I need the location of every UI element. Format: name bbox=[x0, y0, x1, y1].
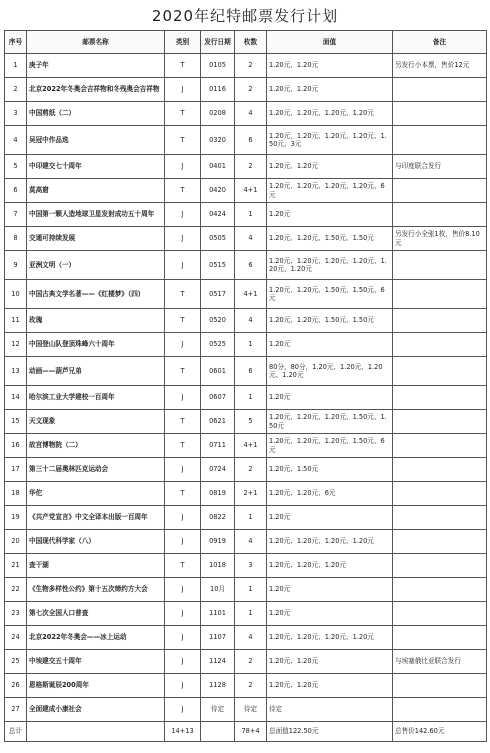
cell-count: 4 bbox=[235, 530, 267, 554]
cell-category: J bbox=[165, 333, 201, 357]
table-row bbox=[5, 458, 487, 482]
total-count: 78+4 bbox=[235, 722, 267, 742]
cell-face-value: 1.20元、1.20元、1.20元 bbox=[267, 554, 393, 578]
cell-note bbox=[393, 386, 487, 410]
table-row bbox=[5, 482, 487, 506]
cell-category: T bbox=[165, 434, 201, 458]
cell-face-value: 1.20元 bbox=[267, 578, 393, 602]
cell-note bbox=[393, 482, 487, 506]
cell-note bbox=[393, 530, 487, 554]
cell-face-value: 1.20元、1.20元、1.50元、1.50元 bbox=[267, 309, 393, 333]
total-category: 14+13 bbox=[165, 722, 201, 742]
table-row bbox=[5, 434, 487, 458]
cell-date: 0607 bbox=[201, 386, 235, 410]
cell-face-value: 1.20元、1.20元、1.50元、1.50元、6元 bbox=[267, 280, 393, 309]
cell-note bbox=[393, 578, 487, 602]
cell-category: T bbox=[165, 309, 201, 333]
cell-face-value: 80分，80分，1.20元、1.20元、1.20元、1.20元 bbox=[267, 357, 393, 386]
cell-stamp-name: 北京2022年冬奥会吉祥物和冬残奥会吉祥物 bbox=[27, 78, 165, 102]
cell-category: J bbox=[165, 506, 201, 530]
header-date: 发行日期 bbox=[201, 31, 235, 54]
table-row bbox=[5, 626, 487, 650]
cell-no: 14 bbox=[5, 386, 27, 410]
cell-count: 待定 bbox=[235, 698, 267, 722]
cell-no: 20 bbox=[5, 530, 27, 554]
cell-stamp-name: 全面建成小康社会 bbox=[27, 698, 165, 722]
cell-category: J bbox=[165, 602, 201, 626]
cell-stamp-name: 《生物多样性公约》第十五次缔约方大会 bbox=[27, 578, 165, 602]
cell-stamp-name: 莫高窟 bbox=[27, 179, 165, 203]
cell-date: 0919 bbox=[201, 530, 235, 554]
cell-face-value: 1.20元、1.20元、1.20元、1.20元、6元 bbox=[267, 179, 393, 203]
cell-category: J bbox=[165, 698, 201, 722]
cell-count: 2 bbox=[235, 54, 267, 78]
cell-note bbox=[393, 309, 487, 333]
cell-category: T bbox=[165, 126, 201, 155]
table-row bbox=[5, 78, 487, 102]
cell-count: 6 bbox=[235, 357, 267, 386]
table-row bbox=[5, 386, 487, 410]
cell-count: 3 bbox=[235, 554, 267, 578]
cell-stamp-name: 华佗 bbox=[27, 482, 165, 506]
cell-stamp-name: 恩格斯诞辰200周年 bbox=[27, 674, 165, 698]
cell-face-value: 1.20元、1.20元 bbox=[267, 78, 393, 102]
cell-face-value: 1.20元、1.50元 bbox=[267, 458, 393, 482]
cell-count: 1 bbox=[235, 386, 267, 410]
table-row bbox=[5, 155, 487, 179]
cell-note: 与埃塞俄比亚联合发行 bbox=[393, 650, 487, 674]
cell-count: 6 bbox=[235, 251, 267, 280]
cell-category: J bbox=[165, 578, 201, 602]
cell-date: 1107 bbox=[201, 626, 235, 650]
cell-note: 另发行小本票，售价12元 bbox=[393, 54, 487, 78]
cell-no: 16 bbox=[5, 434, 27, 458]
cell-category: J bbox=[165, 78, 201, 102]
cell-count: 1 bbox=[235, 506, 267, 530]
cell-no: 23 bbox=[5, 602, 27, 626]
table-row bbox=[5, 650, 487, 674]
cell-category: T bbox=[165, 102, 201, 126]
cell-note bbox=[393, 251, 487, 280]
cell-date: 0520 bbox=[201, 309, 235, 333]
cell-date: 0517 bbox=[201, 280, 235, 309]
cell-category: J bbox=[165, 386, 201, 410]
cell-count: 2 bbox=[235, 155, 267, 179]
cell-date: 0621 bbox=[201, 410, 235, 434]
table-row bbox=[5, 251, 487, 280]
page-title: 2020年纪特邮票发行计划 bbox=[151, 7, 339, 25]
cell-date: 0401 bbox=[201, 155, 235, 179]
cell-date: 0420 bbox=[201, 179, 235, 203]
cell-date: 0515 bbox=[201, 251, 235, 280]
table-row bbox=[5, 506, 487, 530]
cell-count: 6 bbox=[235, 126, 267, 155]
cell-no: 19 bbox=[5, 506, 27, 530]
cell-category: J bbox=[165, 650, 201, 674]
cell-date: 0601 bbox=[201, 357, 235, 386]
cell-count: 4+1 bbox=[235, 434, 267, 458]
table-row bbox=[5, 530, 487, 554]
cell-face-value: 1.20元、1.20元、1.20元、1.20元 bbox=[267, 102, 393, 126]
cell-note bbox=[393, 280, 487, 309]
table-row bbox=[5, 333, 487, 357]
total-note: 总售价142.60元 bbox=[393, 722, 487, 742]
total-row bbox=[5, 722, 487, 742]
table-row bbox=[5, 698, 487, 722]
cell-stamp-name: 北京2022年冬奥会——冰上运动 bbox=[27, 626, 165, 650]
table-row bbox=[5, 554, 487, 578]
cell-date: 10月 bbox=[201, 578, 235, 602]
cell-no: 12 bbox=[5, 333, 27, 357]
table-row bbox=[5, 309, 487, 333]
cell-date: 0105 bbox=[201, 54, 235, 78]
cell-no: 6 bbox=[5, 179, 27, 203]
cell-date: 0711 bbox=[201, 434, 235, 458]
cell-stamp-name: 亚洲文明（一） bbox=[27, 251, 165, 280]
cell-date: 0819 bbox=[201, 482, 235, 506]
cell-stamp-name: 中埃建交五十周年 bbox=[27, 650, 165, 674]
table-row bbox=[5, 357, 487, 386]
table-row bbox=[5, 280, 487, 309]
cell-date: 0208 bbox=[201, 102, 235, 126]
table-row bbox=[5, 578, 487, 602]
cell-count: 1 bbox=[235, 602, 267, 626]
table-row bbox=[5, 203, 487, 227]
cell-face-value: 1.20元、1.20元、1.20元、1.50元、1.50元 bbox=[267, 410, 393, 434]
cell-note bbox=[393, 126, 487, 155]
cell-face-value: 1.20元、1.20元 bbox=[267, 155, 393, 179]
cell-stamp-name: 吴冠中作品选 bbox=[27, 126, 165, 155]
cell-no: 24 bbox=[5, 626, 27, 650]
cell-count: 4 bbox=[235, 102, 267, 126]
stamp-issue-table bbox=[4, 30, 487, 742]
cell-date: 0320 bbox=[201, 126, 235, 155]
cell-stamp-name: 查干湖 bbox=[27, 554, 165, 578]
cell-stamp-name: 中国现代科学家（八） bbox=[27, 530, 165, 554]
cell-count: 2+1 bbox=[235, 482, 267, 506]
cell-date: 0424 bbox=[201, 203, 235, 227]
cell-face-value: 1.20元、1.20元 bbox=[267, 54, 393, 78]
cell-category: J bbox=[165, 251, 201, 280]
table-row bbox=[5, 410, 487, 434]
cell-no: 2 bbox=[5, 78, 27, 102]
cell-date: 1128 bbox=[201, 674, 235, 698]
cell-stamp-name: 玫瑰 bbox=[27, 309, 165, 333]
cell-note bbox=[393, 554, 487, 578]
cell-face-value: 1.20元 bbox=[267, 602, 393, 626]
cell-no: 3 bbox=[5, 102, 27, 126]
cell-count: 4 bbox=[235, 227, 267, 251]
cell-face-value: 1.20元、1.20元、1.20元、1.50元、6元 bbox=[267, 434, 393, 458]
header-note: 备注 bbox=[393, 31, 487, 54]
cell-note bbox=[393, 357, 487, 386]
cell-note bbox=[393, 203, 487, 227]
cell-stamp-name: 《共产党宣言》中文全译本出版一百周年 bbox=[27, 506, 165, 530]
cell-date: 0822 bbox=[201, 506, 235, 530]
header-value: 面值 bbox=[267, 31, 393, 54]
cell-stamp-name: 中国古典文学名著——《红楼梦》（四） bbox=[27, 280, 165, 309]
total-label: 总计 bbox=[5, 722, 27, 742]
cell-date: 1124 bbox=[201, 650, 235, 674]
cell-count: 5 bbox=[235, 410, 267, 434]
cell-count: 1 bbox=[235, 203, 267, 227]
cell-note bbox=[393, 602, 487, 626]
cell-count: 2 bbox=[235, 458, 267, 482]
cell-note: 另发行小全张1枚，售价8.10元 bbox=[393, 227, 487, 251]
cell-category: T bbox=[165, 357, 201, 386]
cell-date: 0724 bbox=[201, 458, 235, 482]
cell-count: 4 bbox=[235, 626, 267, 650]
cell-stamp-name: 动画——葫芦兄弟 bbox=[27, 357, 165, 386]
cell-stamp-name: 庚子年 bbox=[27, 54, 165, 78]
header-count: 枚数 bbox=[235, 31, 267, 54]
cell-face-value: 1.20元、1.20元、1.20元、1.20元 bbox=[267, 626, 393, 650]
cell-date: 1018 bbox=[201, 554, 235, 578]
cell-no: 27 bbox=[5, 698, 27, 722]
cell-stamp-name: 第七次全国人口普查 bbox=[27, 602, 165, 626]
cell-no: 21 bbox=[5, 554, 27, 578]
cell-category: T bbox=[165, 280, 201, 309]
cell-face-value: 1.20元 bbox=[267, 203, 393, 227]
cell-stamp-name: 中国剪纸（二） bbox=[27, 102, 165, 126]
table-row bbox=[5, 179, 487, 203]
cell-no: 7 bbox=[5, 203, 27, 227]
cell-category: T bbox=[165, 179, 201, 203]
cell-note: 与印度联合发行 bbox=[393, 155, 487, 179]
cell-category: J bbox=[165, 155, 201, 179]
cell-no: 25 bbox=[5, 650, 27, 674]
cell-face-value: 1.20元、1.20元、1.20元、1.20元、1.20元、1.20元 bbox=[267, 251, 393, 280]
cell-no: 11 bbox=[5, 309, 27, 333]
cell-note bbox=[393, 458, 487, 482]
cell-note bbox=[393, 410, 487, 434]
cell-note bbox=[393, 434, 487, 458]
cell-category: T bbox=[165, 482, 201, 506]
cell-count: 4+1 bbox=[235, 280, 267, 309]
cell-category: J bbox=[165, 530, 201, 554]
cell-face-value: 1.20元 bbox=[267, 386, 393, 410]
cell-count: 4 bbox=[235, 309, 267, 333]
cell-stamp-name: 哈尔滨工业大学建校一百周年 bbox=[27, 386, 165, 410]
table-header-row bbox=[5, 31, 487, 54]
cell-no: 4 bbox=[5, 126, 27, 155]
cell-no: 13 bbox=[5, 357, 27, 386]
cell-note bbox=[393, 626, 487, 650]
cell-note bbox=[393, 506, 487, 530]
cell-date: 1101 bbox=[201, 602, 235, 626]
cell-face-value: 1.20元、1.20元 bbox=[267, 650, 393, 674]
cell-note bbox=[393, 102, 487, 126]
cell-category: J bbox=[165, 626, 201, 650]
table-row bbox=[5, 126, 487, 155]
cell-no: 8 bbox=[5, 227, 27, 251]
cell-face-value: 1.20元 bbox=[267, 333, 393, 357]
cell-no: 17 bbox=[5, 458, 27, 482]
cell-count: 2 bbox=[235, 650, 267, 674]
cell-stamp-name: 天文现象 bbox=[27, 410, 165, 434]
cell-count: 1 bbox=[235, 578, 267, 602]
cell-stamp-name: 中国登山队登顶珠峰六十周年 bbox=[27, 333, 165, 357]
cell-count: 2 bbox=[235, 78, 267, 102]
cell-category: T bbox=[165, 554, 201, 578]
total-value: 总面值122.50元 bbox=[267, 722, 393, 742]
cell-no: 26 bbox=[5, 674, 27, 698]
cell-stamp-name: 交通可持续发展 bbox=[27, 227, 165, 251]
cell-face-value: 1.20元 bbox=[267, 506, 393, 530]
cell-category: J bbox=[165, 674, 201, 698]
cell-face-value: 1.20元，1.20元、1.20元、1.20元、1.50元、3元 bbox=[267, 126, 393, 155]
cell-no: 15 bbox=[5, 410, 27, 434]
cell-count: 2 bbox=[235, 674, 267, 698]
cell-no: 5 bbox=[5, 155, 27, 179]
header-name: 邮票名称 bbox=[27, 31, 165, 54]
table-row bbox=[5, 54, 487, 78]
cell-face-value: 1.20元、1.20元、1.20元、1.20元 bbox=[267, 530, 393, 554]
cell-category: T bbox=[165, 54, 201, 78]
table-row bbox=[5, 674, 487, 698]
cell-date: 待定 bbox=[201, 698, 235, 722]
cell-count: 4+1 bbox=[235, 179, 267, 203]
table-row bbox=[5, 602, 487, 626]
total-name-cell bbox=[27, 722, 165, 742]
header-category: 类别 bbox=[165, 31, 201, 54]
cell-face-value: 1.20元、1.20元、1.50元、1.50元 bbox=[267, 227, 393, 251]
cell-date: 0116 bbox=[201, 78, 235, 102]
cell-stamp-name: 第三十二届奥林匹克运动会 bbox=[27, 458, 165, 482]
header-no: 序号 bbox=[5, 31, 27, 54]
cell-date: 0505 bbox=[201, 227, 235, 251]
cell-category: J bbox=[165, 458, 201, 482]
cell-date: 0525 bbox=[201, 333, 235, 357]
table-row bbox=[5, 227, 487, 251]
cell-count: 1 bbox=[235, 333, 267, 357]
cell-face-value: 待定 bbox=[267, 698, 393, 722]
cell-note bbox=[393, 698, 487, 722]
table-row bbox=[5, 102, 487, 126]
cell-stamp-name: 故宫博物院（二） bbox=[27, 434, 165, 458]
total-date-cell bbox=[201, 722, 235, 742]
cell-face-value: 1.20元、1.20元 bbox=[267, 674, 393, 698]
cell-note bbox=[393, 78, 487, 102]
cell-category: T bbox=[165, 410, 201, 434]
cell-stamp-name: 中国第一颗人造地球卫星发射成功五十周年 bbox=[27, 203, 165, 227]
table-body bbox=[5, 54, 487, 722]
cell-no: 10 bbox=[5, 280, 27, 309]
cell-stamp-name: 中印建交七十周年 bbox=[27, 155, 165, 179]
cell-no: 9 bbox=[5, 251, 27, 280]
cell-category: J bbox=[165, 227, 201, 251]
cell-note bbox=[393, 674, 487, 698]
cell-category: J bbox=[165, 203, 201, 227]
cell-no: 1 bbox=[5, 54, 27, 78]
cell-note bbox=[393, 333, 487, 357]
cell-face-value: 1.20元、1.20元、6元 bbox=[267, 482, 393, 506]
cell-no: 18 bbox=[5, 482, 27, 506]
cell-no: 22 bbox=[5, 578, 27, 602]
cell-note bbox=[393, 179, 487, 203]
